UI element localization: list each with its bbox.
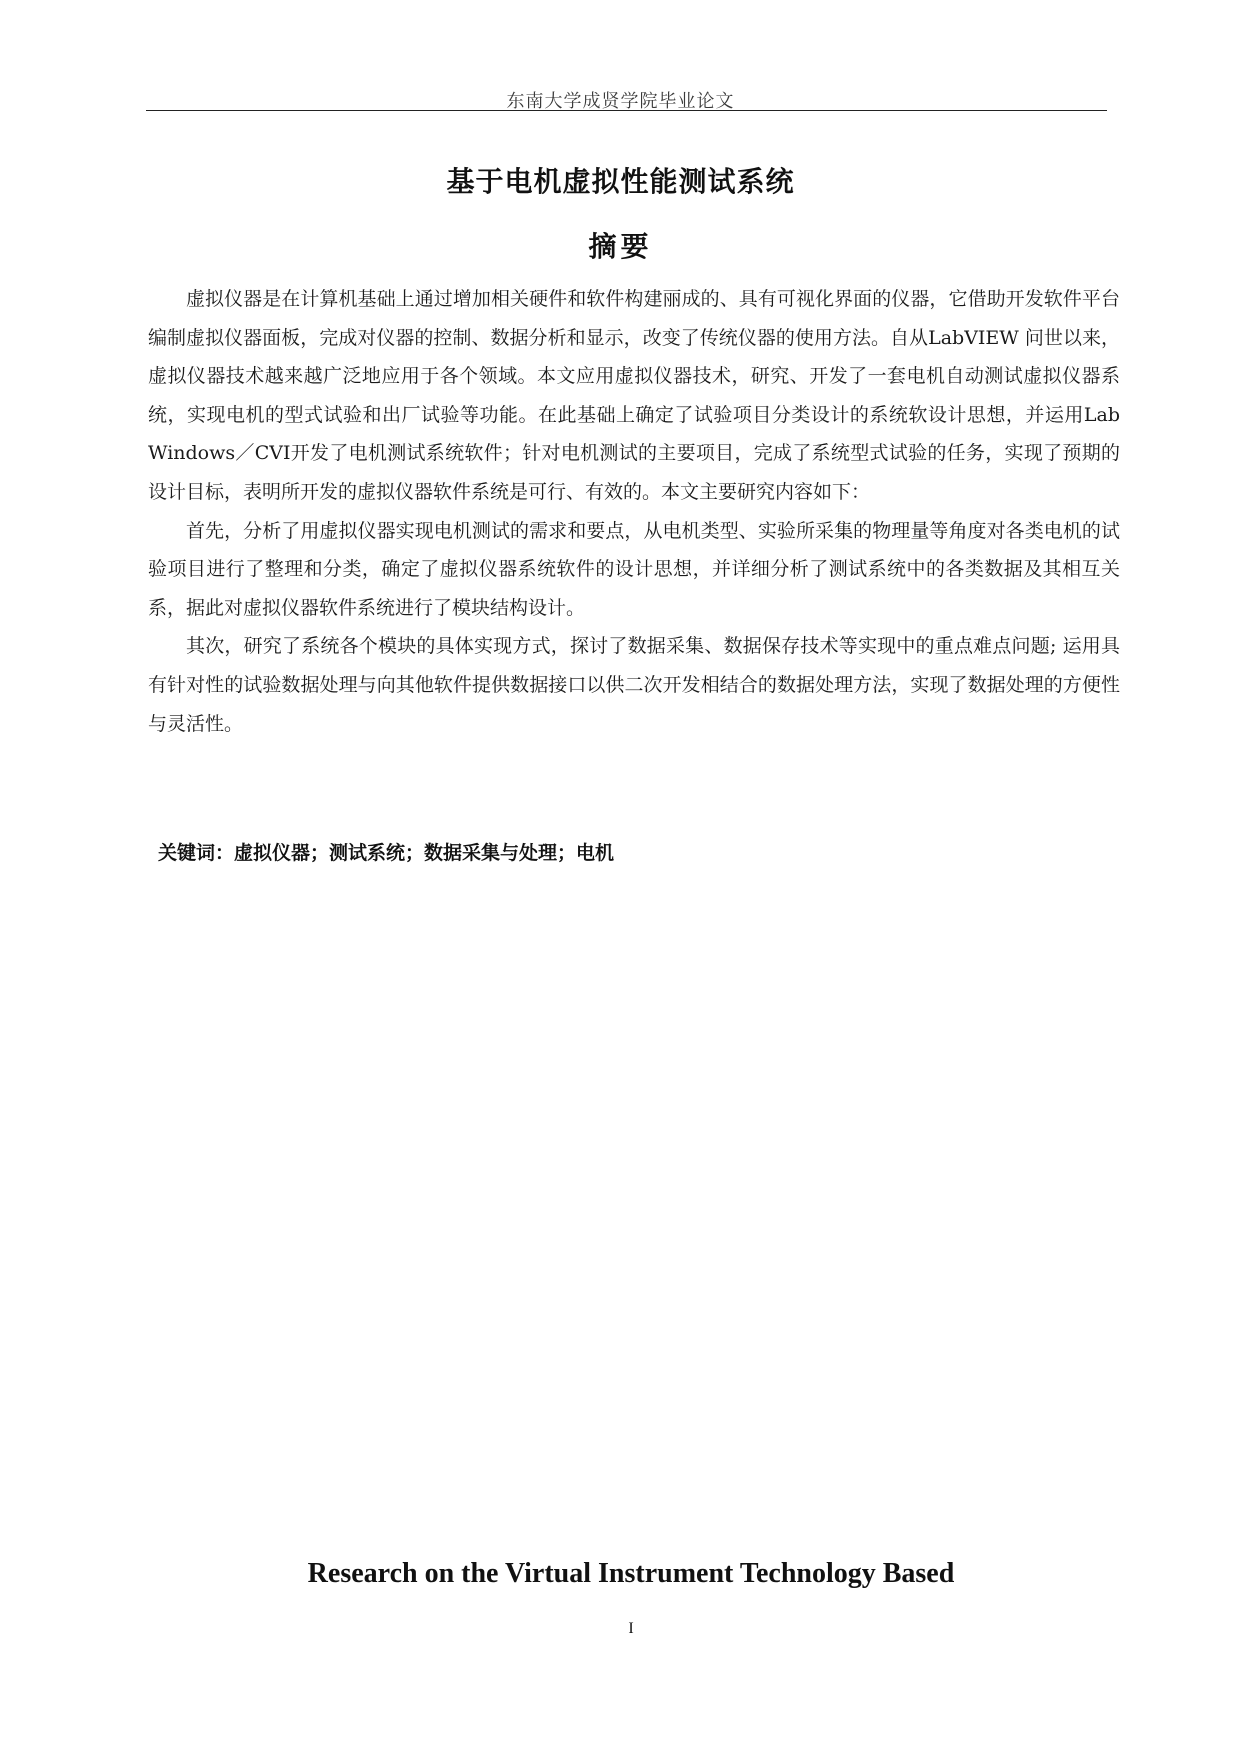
abstract-paragraph-2: 首先，分析了用虚拟仪器实现电机测试的需求和要点，从电机类型、实验所采集的物理量等角度对各类电机的试验项目进行了整理和分类，确定了虚拟仪器系统软件的设计思想，并详细分析了测试系统中的各类数据及其相互关系，据此对虚拟仪器软件系统进行了模块结构设计。 xyxy=(148,519,1120,619)
header-divider xyxy=(146,110,1107,111)
abstract-body xyxy=(148,280,1120,743)
abstract-paragraph-1: 虚拟仪器是在计算机基础上通过增加相关硬件和软件构建丽成的、具有可视化界面的仪器，它借助开发软件平台编制虚拟仪器面板，完成对仪器的控制、数据分析和显示，改变了传统仪器的使用方法。自从LabVIEW 问世以来，虚拟仪器技术越来越广泛地应用于各个领域。本文应用虚拟仪器技术，研究、开发了一套电机自动测试虚拟仪器系统，实现电机的型式试验和出厂试验等功能。在此基础上确定了试验项目分类设计的系统软设计思想，并运用Lab Windows／CVI开发了电机测试系统软件；针对电机测试的主要项目，完成了系统型式试验的任务，实现了预期的设计目标，表明所开发的虚拟仪器软件系统是可行、有效的。本文主要研究内容如下： xyxy=(148,288,1120,503)
english-title: Research on the Virtual Instrument Technology Based xyxy=(307,1558,955,1589)
page-number: I xyxy=(628,1620,634,1637)
running-header: 东南大学成贤学院毕业论文 xyxy=(506,91,735,112)
keywords-line: 关键词：虚拟仪器；测试系统；数据采集与处理；电机 xyxy=(158,842,615,864)
abstract-paragraph-3: 其次，研究了系统各个模块的具体实现方式，探讨了数据采集、数据保存技术等实现中的重点难点问题; 运用具有针对性的试验数据处理与向其他软件提供数据接口以供二次开发相结合的数据处理方法，实现了数据处理的方便性与灵活性。 xyxy=(148,635,1120,735)
abstract-heading: 摘要 xyxy=(588,230,653,263)
thesis-title: 基于电机虚拟性能测试系统 xyxy=(446,165,795,198)
